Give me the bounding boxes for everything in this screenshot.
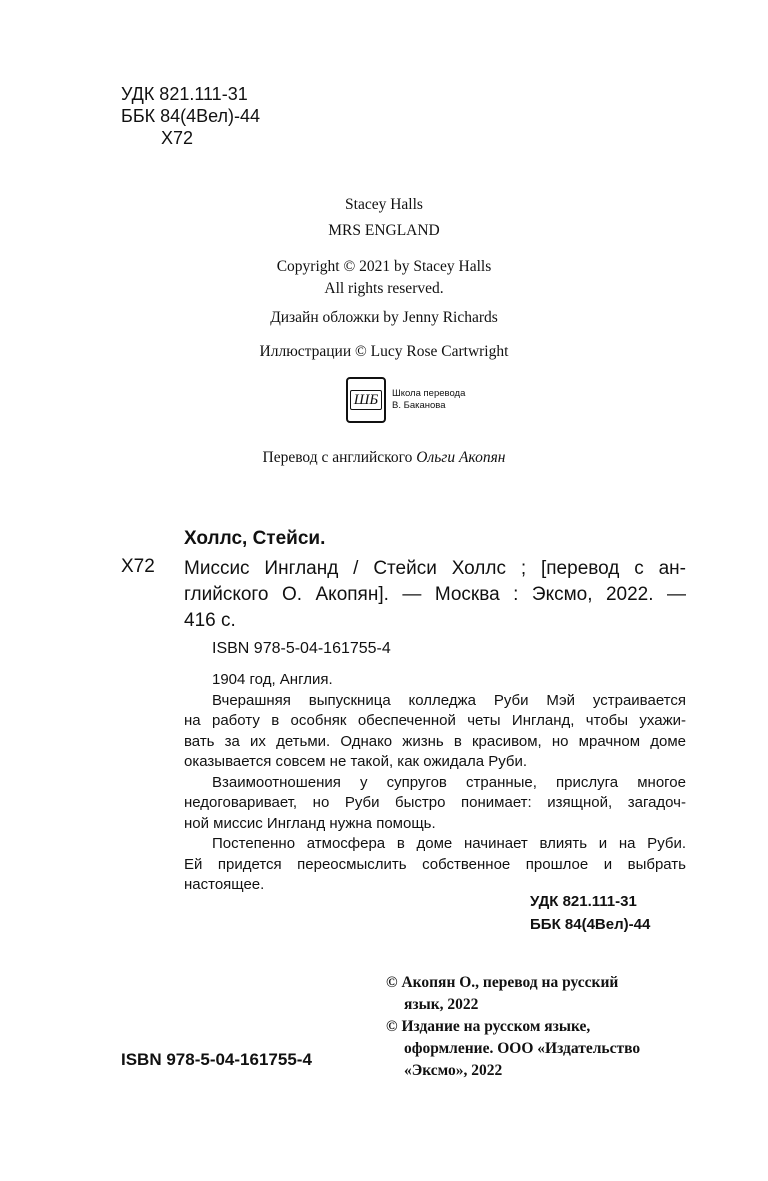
translation-school-logo [346,377,465,423]
catalog-author: Холлс, Стейси. [184,528,326,549]
catalog-description [184,556,686,634]
copyright-block [0,256,768,300]
illustrations-credit: Иллюстрации © Lucy Rose Cartwright [259,343,509,360]
annotation-line: на работу в особняк обеспеченной четы Ингланд, чтобы ухажи- [184,712,686,729]
cover-design-credit: Дизайн обложки by Jenny Richards [270,309,498,326]
copyright-line: © Акопян О., перевод на русский [386,974,619,991]
logo-mark-icon: ШБ [346,377,386,423]
catalog-code: Х72 [121,556,155,577]
udk-footer [530,890,650,936]
annotation-line: недоговаривает, но Руби быстро понимает: изящной, загадоч- [184,794,686,811]
translator-name: Ольги Акопян [416,449,506,466]
copyright-line: Copyright © 2021 by Stacey Halls [276,258,492,275]
annotation-line: Ей придется переосмыслить собственное прошлое и выбрать [184,855,686,873]
annotation-line: вать за их детьми. Однако жизнь в красивом, но мрачном доме [184,732,686,750]
bbk-code-bottom: ББК 84(4Вел)-44 [530,916,651,933]
copyright-line: язык, 2022 [404,996,479,1013]
logo-line-1: Школа перевода [392,388,466,399]
copyright-notices [386,972,686,1082]
logo-line-2: В. Баканова [392,400,446,411]
annotation [184,670,686,896]
annotation-line: Взаимоотношения у супругов странные, прислуга многое [212,773,686,791]
annotation-line: Вчерашняя выпускница колледжа Руби Мэй устраивается [212,691,686,709]
annotation-line: ной миссис Ингланд нужна помощь. [184,814,436,832]
author-mark: Х72 [161,128,194,148]
copyright-line: оформление. ООО «Издательство [404,1040,641,1057]
copyright-line: «Эксмо», 2022 [404,1062,503,1079]
bbk-code: ББК 84(4Вел)-44 [121,106,261,126]
udk-header [121,83,260,149]
annotation-line: Постепенно атмосфера в доме начинает влиять и на Руби. [212,835,686,852]
translation-credit [0,449,768,467]
copyright-line: © Издание на русском языке, [386,1018,591,1035]
translation-prefix: Перевод с английского [262,449,413,466]
catalog-isbn: ISBN 978-5-04-161755-4 [212,640,391,657]
annotation-line: 1904 год, Англия. [212,671,333,688]
annotation-line: оказывается совсем не такой, как ожидала Руби. [184,753,528,770]
rights-line: All rights reserved. [324,280,444,297]
desc-line: глийского О. Акопян]. — Москва : Эксмо, 2022. — [184,584,686,605]
logo-text [392,388,465,412]
desc-line: Миссис Ингланд / Стейси Холлс ; [перевод с ан- [184,558,686,579]
original-title: MRS ENGLAND [328,222,440,239]
desc-line: 416 с. [184,610,236,631]
annotation-line: настоящее. [184,876,265,893]
udk-code-bottom: УДК 821.111-31 [530,893,637,910]
udk-code: УДК 821.111-31 [121,84,248,104]
isbn-footer: ISBN 978-5-04-161755-4 [121,1050,312,1069]
original-author: Stacey Halls [345,196,423,213]
